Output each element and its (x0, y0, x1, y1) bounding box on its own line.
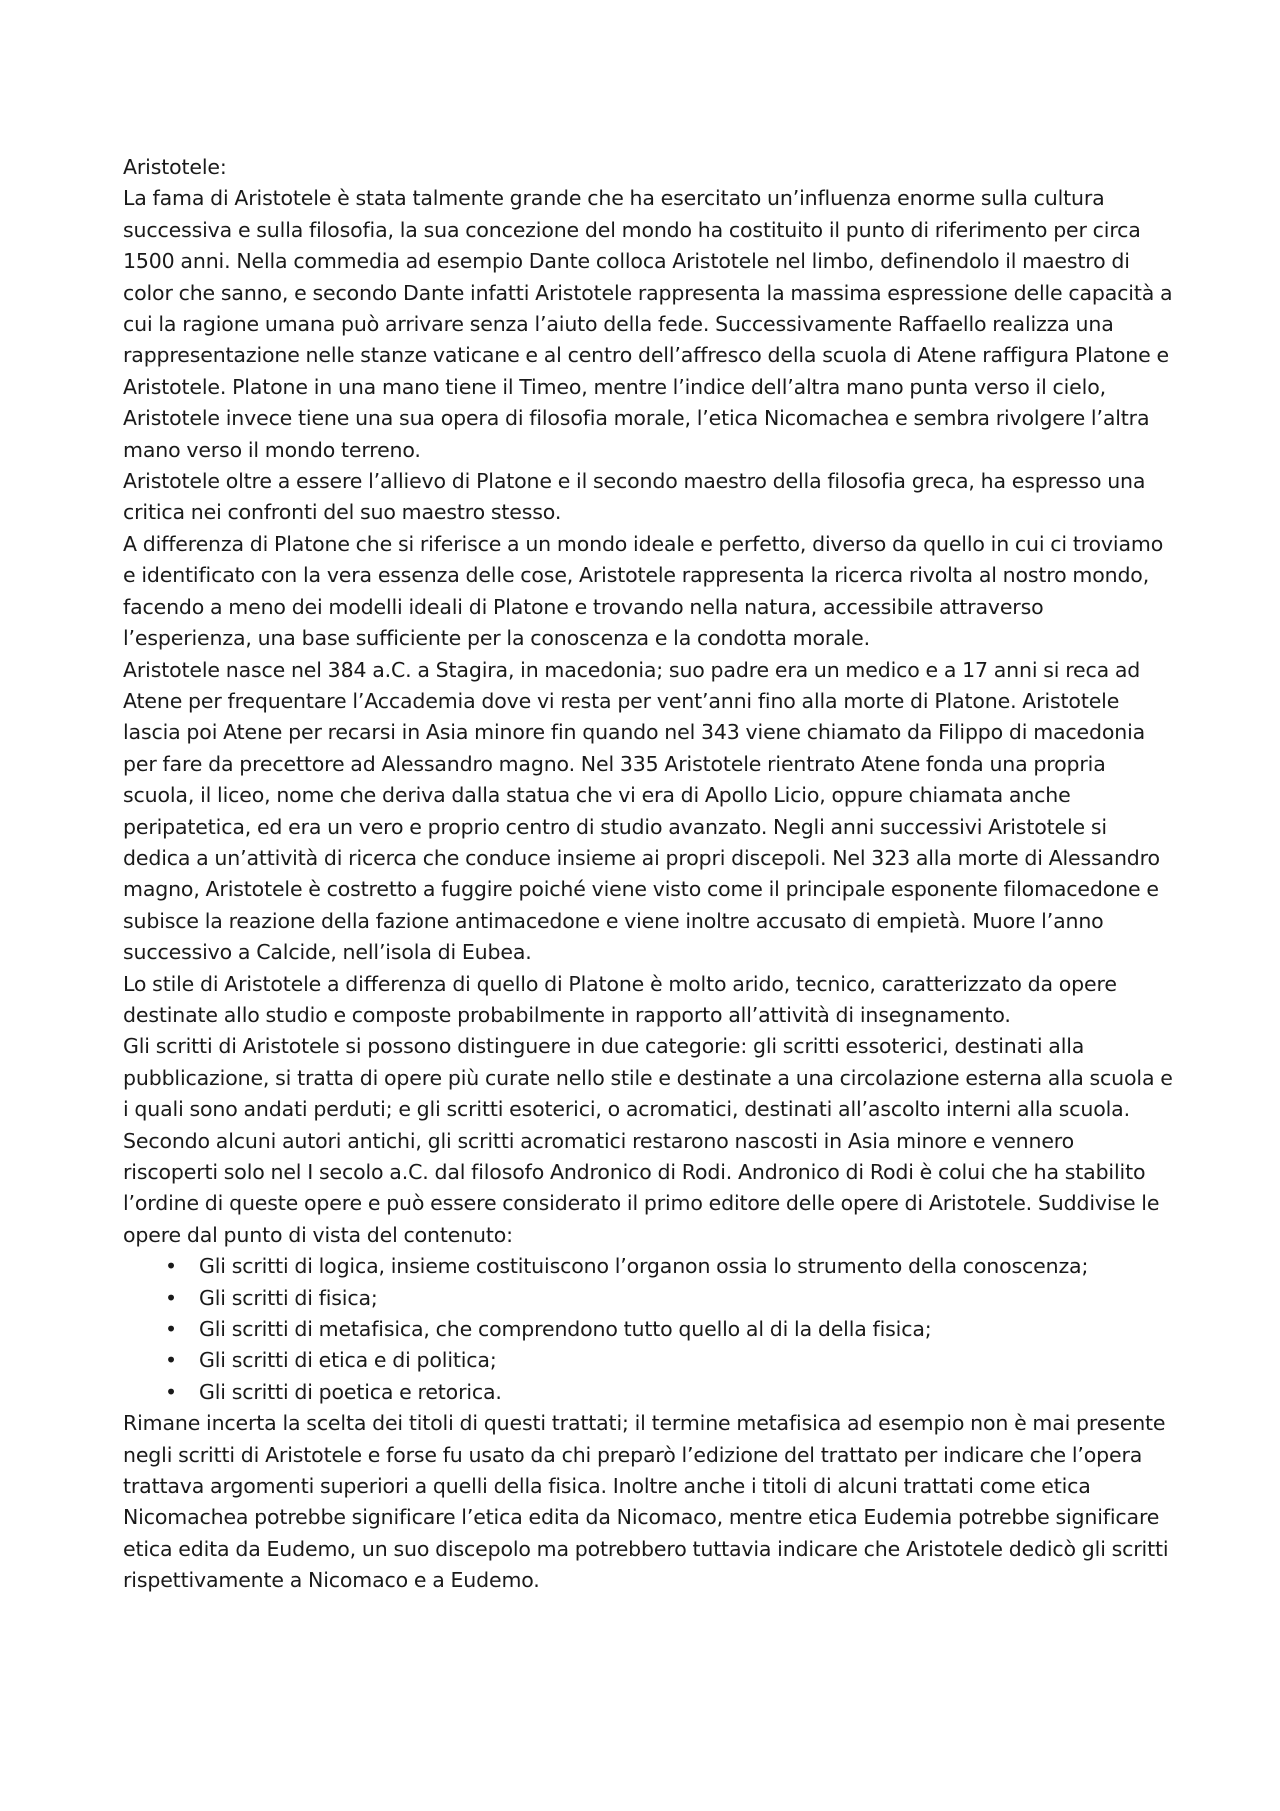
paragraph-fame: La fama di Aristotele è stata talmente grande che ha esercitato un’influenza enorme sulla cultura successiva e sulla filosofia, la sua concezione del mondo ha costituito il punto di riferimento per circa 1500 anni. Nella commedia ad esempio Dante colloca Aristotele nel limbo, definendolo il maestro di color che sanno, e secondo Dante infatti Aristotele rappresenta la massima espressione delle capacità a cui la ragione umana può arrivare senza l’aiuto della fede. Successivamente Raffaello realizza una rappresentazione nelle stanze vaticane e al centro dell’affresco della scuola di Atene raffigura Platone e Aristotele. Platone in una mano tiene il Timeo, mentre l’indice dell’altra mano punta verso il cielo, Aristotele invece tiene una sua opera di filosofia morale, l’etica Nicomachea e sembra rivolgere l’altra mano verso il mondo terreno. (123, 186, 1173, 462)
bullet-icon: • (165, 1317, 177, 1342)
paragraph-titles: Rimane incerta la scelta dei titoli di questi trattati; il termine metafisica ad esempio non è mai presente negli scritti di Aristotele e forse fu usato da chi preparò l’edizione del trattato per indicare che l’opera trattava argomenti superiori a quelli della fisica. Inoltre anche i titoli di alcuni trattati come etica Nicomachea potrebbe significare l’etica edita da Nicomaco, mentre etica Eudemia potrebbe significare etica edita da Eudemo, un suo discepolo ma potrebbero tuttavia indicare che Aristotele dedicò gli scritti rispettivamente a Nicomaco e a Eudemo. (123, 1411, 1169, 1593)
bullet-icon: • (165, 1348, 177, 1373)
list-item-text: Gli scritti di fisica; (199, 1285, 378, 1310)
paragraph-writings: Gli scritti di Aristotele si possono distinguere in due categorie: gli scritti essoterici, destinati alla pubblicazione, si tratta di opere più curate nello stile e destinate a una circolazione esterna alla scuola e i quali sono andati perduti; e gli scritti esoterici, o acromatici, destinati all’ascolto interni alla scuola. Secondo alcuni autori antichi, gli scritti acromatici restarono nascosti in Asia minore e vennero riscoperti solo nel I secolo a.C. dal filosofo Andronico di Rodi. Andronico di Rodi è colui che ha stabilito l’ordine di queste opere e può essere considerato il primo editore delle opere di Aristotele. Suddivise le opere dal punto di vista del contenuto: (123, 1034, 1173, 1247)
list-item (123, 1251, 1173, 1282)
list-item-text: Gli scritti di etica e di politica; (199, 1348, 497, 1373)
document-body (123, 152, 1173, 1597)
document-title: Aristotele: (123, 155, 227, 179)
list-item-text: Gli scritti di poetica e retorica. (199, 1379, 502, 1404)
bullet-icon: • (165, 1254, 177, 1279)
paragraph-critique: Aristotele oltre a essere l’allievo di Platone e il secondo maestro della filosofia greca, ha espresso una critica nei confronti del suo maestro stesso. (123, 469, 1146, 525)
paragraph-biography: Aristotele nasce nel 384 a.C. a Stagira, in macedonia; suo padre era un medico e a 17 anni si reca ad Atene per frequentare l’Accademia dove vi resta per vent’anni fino alla morte di Platone. Aristotele lascia poi Atene per recarsi in Asia minore fin quando nel 343 viene chiamato da Filippo di macedonia per fare da precettore ad Alessandro magno. Nel 335 Aristotele rientrato Atene fonda una propria scuola, il liceo, nome che deriva dalla statua che vi era di Apollo Licio, oppure chiamata anche peripatetica, ed era un vero e proprio centro di studio avanzato. Negli anni successivi Aristotele si dedica a un’attività di ricerca che conduce insieme ai propri discepoli. Nel 323 alla morte di Alessandro magno, Aristotele è costretto a fuggire poiché viene visto come il principale esponente filomacedone e subisce la reazione della fazione antimacedone e viene inoltre accusato di empietà. Muore l’anno successivo a Calcide, nell’isola di Eubea. (123, 657, 1160, 965)
bullet-icon: • (165, 1285, 177, 1310)
bullet-icon: • (165, 1379, 177, 1404)
list-item (123, 1345, 1173, 1376)
paragraph-difference: A differenza di Platone che si riferisce a un mondo ideale e perfetto, diverso da quello in cui ci troviamo e identificato con la vera essenza delle cose, Aristotele rappresenta la ricerca rivolta al nostro mondo, facendo a meno dei modelli ideali di Platone e trovando nella natura, accessibile attraverso l’esperienza, una base sufficiente per la conoscenza e la condotta morale. (123, 531, 1164, 651)
list-item (123, 1283, 1173, 1314)
list-item-text: Gli scritti di logica, insieme costituiscono l’organon ossia lo strumento della conoscenza; (199, 1254, 1089, 1279)
paragraph-style: Lo stile di Aristotele a differenza di quello di Platone è molto arido, tecnico, caratterizzato da opere destinate allo studio e composte probabilmente in rapporto all’attività di insegnamento. (123, 971, 1117, 1027)
list-item (123, 1377, 1173, 1408)
list-item (123, 1314, 1173, 1345)
list-item-text: Gli scritti di metafisica, che comprendono tutto quello al di la della fisica; (199, 1317, 932, 1342)
works-list (123, 1251, 1173, 1408)
